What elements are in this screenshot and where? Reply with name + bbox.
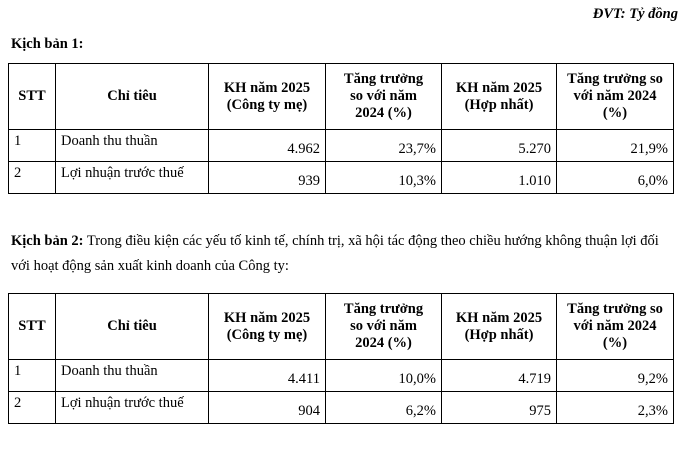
cell-chi-tieu: Lợi nhuận trước thuế	[56, 162, 209, 194]
cell-stt: 2	[9, 392, 56, 424]
cell-tang-truong-hop-nhat: 2,3%	[557, 392, 674, 424]
table-row	[9, 130, 674, 162]
cell-stt: 1	[9, 130, 56, 162]
table-row	[9, 360, 674, 392]
cell-tang-truong-cong-ty-me: 10,3%	[326, 162, 442, 194]
header-kh-cong-ty-me: KH năm 2025 (Công ty mẹ)	[209, 294, 326, 360]
header-tang-truong-hop-nhat: Tăng trưởng so với năm 2024 (%)	[557, 64, 674, 130]
header-tang-truong-cong-ty-me: Tăng trưởng so với năm 2024 (%)	[326, 64, 442, 130]
cell-chi-tieu: Doanh thu thuần	[56, 360, 209, 392]
cell-kh-hop-nhat: 975	[442, 392, 557, 424]
unit-label: ĐVT: Tỷ đồng	[592, 6, 678, 22]
header-stt: STT	[9, 64, 56, 130]
cell-tang-truong-hop-nhat: 6,0%	[557, 162, 674, 194]
cell-kh-cong-ty-me: 904	[209, 392, 326, 424]
header-kh-hop-nhat: KH năm 2025 (Hợp nhất)	[442, 64, 557, 130]
cell-tang-truong-cong-ty-me: 23,7%	[326, 130, 442, 162]
table-row	[9, 162, 674, 194]
cell-kh-hop-nhat: 1.010	[442, 162, 557, 194]
cell-kh-cong-ty-me: 4.962	[209, 130, 326, 162]
scenario-2-description: Trong điều kiện các yếu tố kinh tế, chính trị, xã hội tác động theo chiều hướng không thuận lợi đối với hoạt động sản xuất kinh doanh của Công ty:	[11, 233, 659, 274]
header-tang-truong-cong-ty-me: Tăng trưởng so với năm 2024 (%)	[326, 294, 442, 360]
scenario-2-title: Kịch bản 2:	[11, 233, 84, 249]
header-stt: STT	[9, 294, 56, 360]
cell-stt: 2	[9, 162, 56, 194]
header-chi-tieu: Chỉ tiêu	[56, 294, 209, 360]
table-header-row	[9, 64, 674, 130]
cell-tang-truong-cong-ty-me: 6,2%	[326, 392, 442, 424]
cell-tang-truong-cong-ty-me: 10,0%	[326, 360, 442, 392]
scenario-2-table	[8, 293, 674, 424]
cell-tang-truong-hop-nhat: 21,9%	[557, 130, 674, 162]
scenario-1-table	[8, 63, 674, 194]
scenario-2-paragraph	[11, 229, 677, 279]
cell-kh-hop-nhat: 4.719	[442, 360, 557, 392]
cell-kh-cong-ty-me: 939	[209, 162, 326, 194]
header-kh-cong-ty-me: KH năm 2025 (Công ty mẹ)	[209, 64, 326, 130]
cell-chi-tieu: Lợi nhuận trước thuế	[56, 392, 209, 424]
table-row	[9, 392, 674, 424]
cell-tang-truong-hop-nhat: 9,2%	[557, 360, 674, 392]
table-header-row	[9, 294, 674, 360]
cell-chi-tieu: Doanh thu thuần	[56, 130, 209, 162]
scenario-1-title: Kịch bản 1:	[11, 36, 84, 52]
cell-kh-cong-ty-me: 4.411	[209, 360, 326, 392]
header-kh-hop-nhat: KH năm 2025 (Hợp nhất)	[442, 294, 557, 360]
cell-kh-hop-nhat: 5.270	[442, 130, 557, 162]
header-chi-tieu: Chỉ tiêu	[56, 64, 209, 130]
header-tang-truong-hop-nhat: Tăng trưởng so với năm 2024 (%)	[557, 294, 674, 360]
cell-stt: 1	[9, 360, 56, 392]
